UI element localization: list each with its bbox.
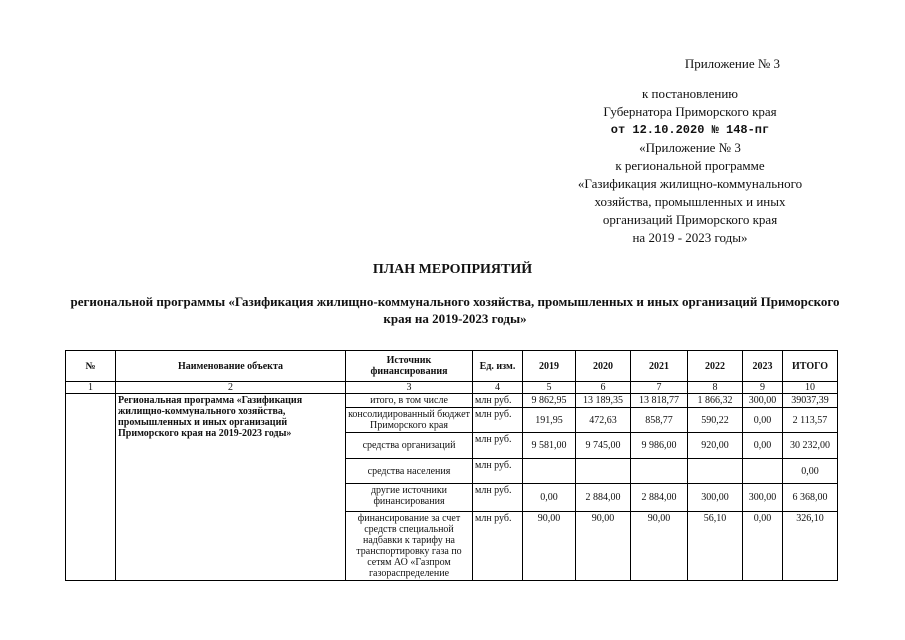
value-2023: 300,00 <box>743 484 783 512</box>
unit: млн руб. <box>473 433 523 459</box>
value-2022: 56,10 <box>688 512 743 581</box>
column-header: 2021 <box>631 351 688 382</box>
unit: млн руб. <box>473 408 523 433</box>
value-total: 0,00 <box>783 459 838 484</box>
column-number: 6 <box>576 382 631 394</box>
value-2023: 0,00 <box>743 408 783 433</box>
row-index-cell <box>66 394 116 581</box>
value-2021: 9 986,00 <box>631 433 688 459</box>
plan-table <box>65 350 838 581</box>
header-line: «Приложение № 3 <box>639 140 741 155</box>
value-total: 30 232,00 <box>783 433 838 459</box>
unit: млн руб. <box>473 512 523 581</box>
value-2023: 0,00 <box>743 512 783 581</box>
value-2020: 13 189,35 <box>576 394 631 408</box>
table-header-row <box>66 351 838 382</box>
value-2021: 13 818,77 <box>631 394 688 408</box>
document-subtitle: региональной программы «Газификация жилищно-коммунального хозяйства, промышленных и иных организаций Приморского края на 2019-2023 годы» <box>70 294 840 326</box>
column-header: 2022 <box>688 351 743 382</box>
value-2020: 9 745,00 <box>576 433 631 459</box>
column-number: 4 <box>473 382 523 394</box>
column-header: ИТОГО <box>783 351 838 382</box>
value-2021: 858,77 <box>631 408 688 433</box>
column-number: 5 <box>523 382 576 394</box>
value-total: 2 113,57 <box>783 408 838 433</box>
value-2021 <box>631 459 688 484</box>
value-2020: 472,63 <box>576 408 631 433</box>
header-line: Губернатора Приморского края <box>603 104 777 119</box>
value-2022: 300,00 <box>688 484 743 512</box>
header-line: на 2019 - 2023 годы» <box>632 230 748 245</box>
unit: млн руб. <box>473 484 523 512</box>
header-line: к региональной программе <box>615 158 765 173</box>
program-name: Региональная программа «Газификация жилищно-коммунального хозяйства, промышленных и иных организаций Приморского края на 2019-2023 годы» <box>116 394 346 581</box>
header-line: организаций Приморского края <box>602 212 778 227</box>
column-header: 2020 <box>576 351 631 382</box>
column-number: 9 <box>743 382 783 394</box>
value-2020: 90,00 <box>576 512 631 581</box>
column-header: Источник финансирования <box>346 351 473 382</box>
funding-source: консолидированный бюджет Приморского края <box>346 408 473 433</box>
funding-source: другие источники финансирования <box>346 484 473 512</box>
value-2021: 2 884,00 <box>631 484 688 512</box>
value-2022 <box>688 459 743 484</box>
value-2023 <box>743 459 783 484</box>
column-number-row <box>66 382 838 394</box>
column-number: 1 <box>66 382 116 394</box>
funding-source: финансирование за счет средств специальной надбавки к тарифу на транспортировку газа по сетям АО «Газпром газораспределение <box>346 512 473 581</box>
value-total: 39037,39 <box>783 394 838 408</box>
header-line: «Газификация жилищно-коммунального <box>577 176 803 191</box>
table-row <box>66 394 838 408</box>
value-2019: 0,00 <box>523 484 576 512</box>
funding-source: итого, в том числе <box>346 394 473 408</box>
value-total: 326,10 <box>783 512 838 581</box>
document-title: ПЛАН МЕРОПРИЯТИЙ <box>372 262 533 277</box>
value-2022: 590,22 <box>688 408 743 433</box>
document-header <box>560 55 820 247</box>
unit: млн руб. <box>473 459 523 484</box>
column-header: Ед. изм. <box>473 351 523 382</box>
value-2022: 1 866,32 <box>688 394 743 408</box>
value-2019: 191,95 <box>523 408 576 433</box>
value-2019: 9 581,00 <box>523 433 576 459</box>
column-number: 10 <box>783 382 838 394</box>
decree-date-number: от 12.10.2020 № 148-пг <box>610 123 770 137</box>
value-2023: 300,00 <box>743 394 783 408</box>
header-line: хозяйства, промышленных и иных <box>594 194 786 209</box>
value-2019: 9 862,95 <box>523 394 576 408</box>
funding-source: средства населения <box>346 459 473 484</box>
column-number: 2 <box>116 382 346 394</box>
value-2020 <box>576 459 631 484</box>
column-number: 3 <box>346 382 473 394</box>
column-header: Наименование объекта <box>116 351 346 382</box>
column-number: 8 <box>688 382 743 394</box>
value-2020: 2 884,00 <box>576 484 631 512</box>
column-header: № <box>66 351 116 382</box>
column-header: 2019 <box>523 351 576 382</box>
value-2019 <box>523 459 576 484</box>
unit: млн руб. <box>473 394 523 408</box>
header-line: к постановлению <box>641 86 739 101</box>
value-2023: 0,00 <box>743 433 783 459</box>
value-2019: 90,00 <box>523 512 576 581</box>
value-total: 6 368,00 <box>783 484 838 512</box>
value-2022: 920,00 <box>688 433 743 459</box>
value-2021: 90,00 <box>631 512 688 581</box>
column-header: 2023 <box>743 351 783 382</box>
column-number: 7 <box>631 382 688 394</box>
appendix-label: Приложение № 3 <box>684 56 780 71</box>
funding-source: средства организаций <box>346 433 473 459</box>
